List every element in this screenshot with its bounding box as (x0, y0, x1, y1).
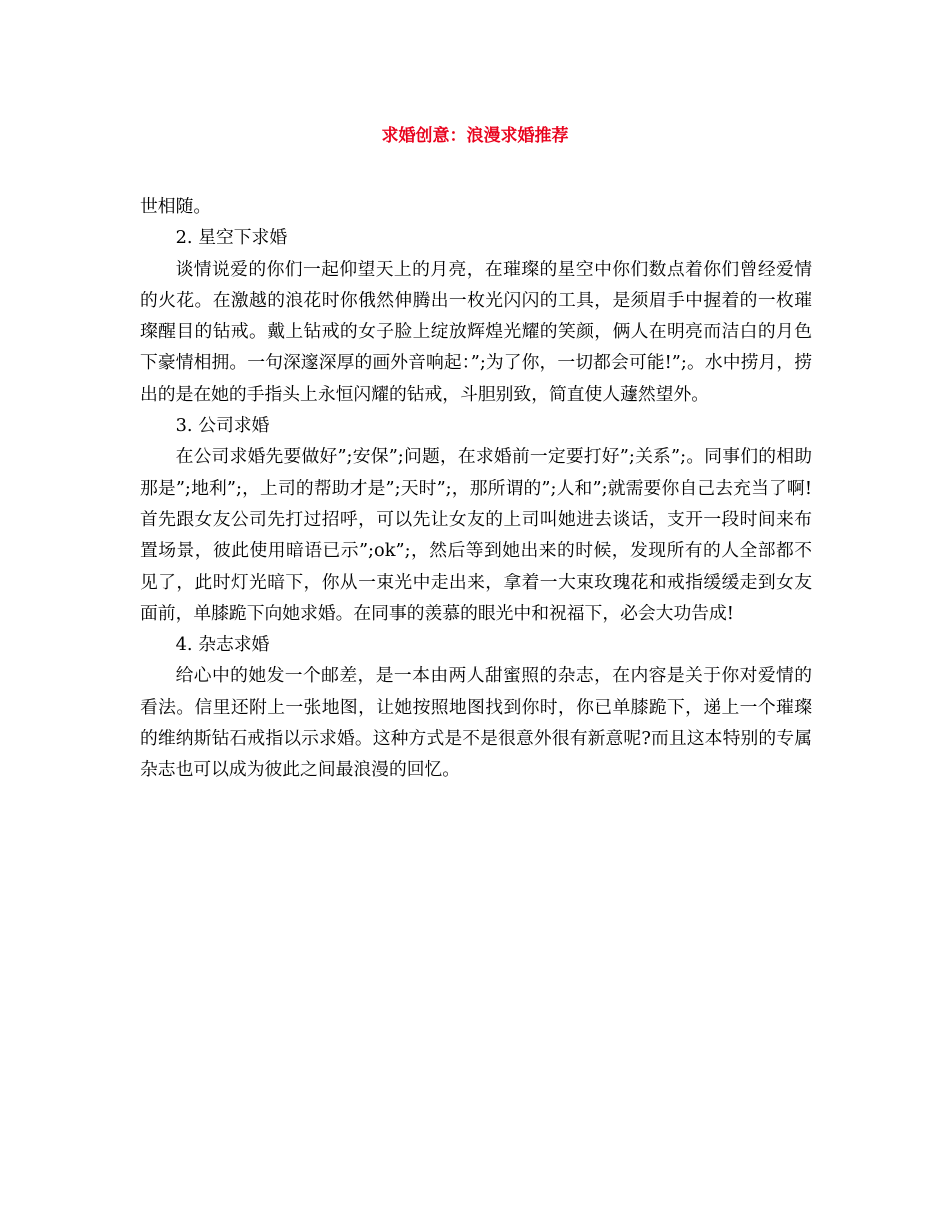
document-title: 求婚创意：浪漫求婚推荐 (381, 126, 569, 146)
paragraph-company: 在公司求婚先要做好”;安保”;问题，在求婚前一定要打好”;关系”;。同事们的相助那是”;地利”;，上司的帮助才是”;天时”;，那所谓的”;人和”;就需要你自己去充当了啊!首先跟女友公司先打过招呼，可以先让女友的上司叫她进去谈话，支开一段时间来布置场景，彼此使用暗语已示”;ok”;，然后等到她出来的时候，发现所有的人全部都不见了，此时灯光暗下，你从一束光中走出来，拿着一大束玫瑰花和戒指缓缓走到女友面前，单膝跪下向她求婚。在同事的羡慕的眼光中和祝福下，必会大功告成! (140, 446, 812, 624)
section-heading-company: 3. 公司求婚 (175, 415, 270, 437)
paragraph-magazine: 给心中的她发一个邮差，是一本由两人甜蜜照的杂志，在内容是关于你对爱情的看法。信里还附上一张地图，让她按照地图找到你时，你已单膝跪下，递上一个璀璨的维纳斯钻石戒指以示求婚。这种方式是不是很意外很有新意呢?而且这本特别的专属杂志也可以成为彼此之间最浪漫的回忆。 (140, 665, 812, 781)
paragraph-starry-sky: 谈情说爱的你们一起仰望天上的月亮，在璀璨的星空中你们数点着你们曾经爱情的火花。在激越的浪花时你俄然伸腾出一枚光闪闪的工具，是须眉手中握着的一枚璀璨醒目的钻戒。戴上钻戒的女子脸上绽放辉煌光耀的笑颜，俩人在明亮而洁白的月色下豪情相拥。一句深邃深厚的画外音响起：”;为了你，一切都会可能!”;。水中捞月，捞出的是在她的手指头上永恒闪耀的钻戒，斗胆别致，简直使人蘧然望外。 (140, 258, 812, 405)
document-body (140, 191, 812, 786)
section-heading-starry-sky: 2. 星空下求婚 (175, 227, 288, 249)
section-heading-magazine: 4. 杂志求婚 (175, 634, 270, 656)
paragraph-continuation: 世相随。 (140, 196, 212, 217)
